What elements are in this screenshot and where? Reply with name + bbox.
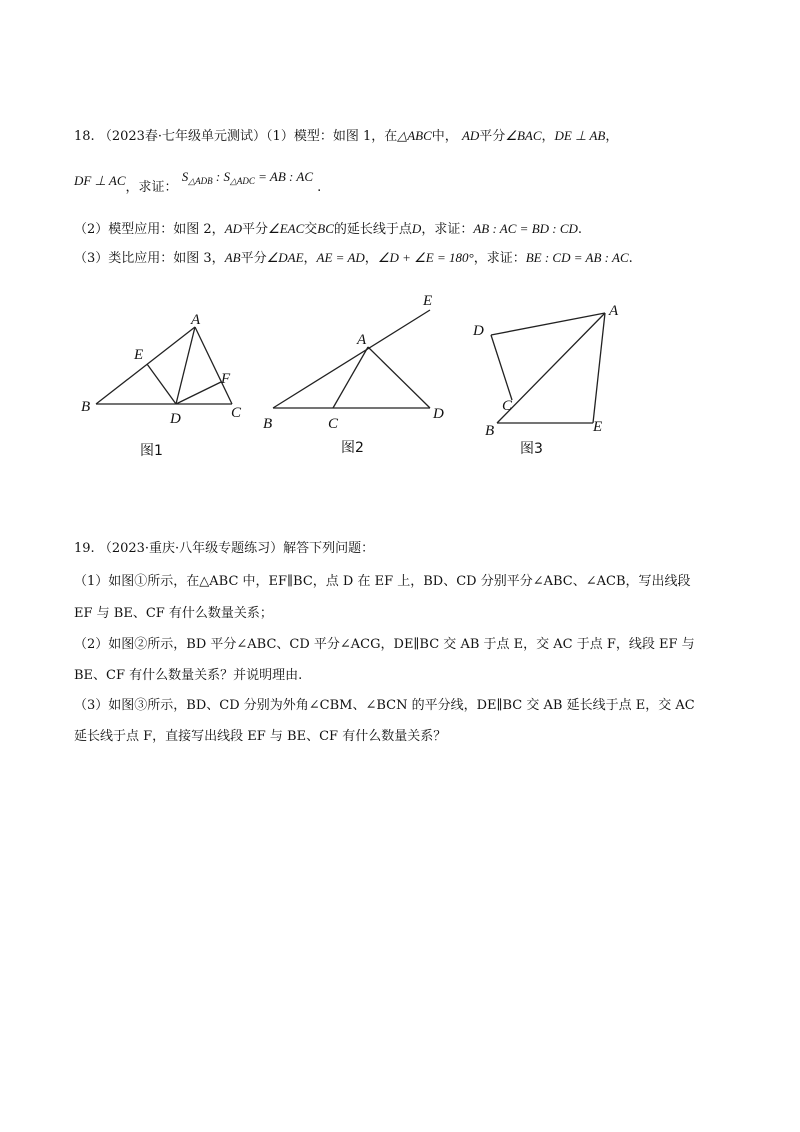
q18-part3 bbox=[74, 249, 633, 268]
fig2-segment-ac bbox=[333, 347, 368, 408]
fig2-ray-be bbox=[273, 310, 430, 408]
q19-source: （2023·重庆·八年级专题练习）解答下列问题： bbox=[98, 541, 375, 556]
text-qiuzheng: ，求证： bbox=[473, 251, 526, 266]
figure-3 bbox=[465, 295, 635, 460]
fig1-segment-ad bbox=[176, 327, 195, 404]
period: . bbox=[577, 222, 583, 237]
fig2-label-b: B bbox=[263, 416, 273, 432]
fig2-segment-ad bbox=[368, 347, 430, 408]
text-qiuzheng: ，求证： bbox=[421, 222, 474, 237]
q19-part2-line1: （2）如图②所示，BD 平分∠ABC、CD 平分∠ACG，DE∥BC 交 AB 于点 E，交 AC 于点 F，线段 EF 与 bbox=[74, 637, 695, 652]
q18-part2 bbox=[74, 220, 582, 239]
fig3-label-d: D bbox=[473, 323, 484, 339]
angle-eac: ∠EAC bbox=[268, 221, 305, 236]
triangle-abc: △ABC bbox=[397, 128, 432, 143]
fig2-label-c: C bbox=[328, 416, 339, 432]
text-pingfen: 平分 bbox=[242, 222, 269, 237]
text-pingfen: 平分 bbox=[479, 129, 506, 144]
figure-2 bbox=[255, 290, 455, 465]
q18-number: 18. bbox=[74, 129, 95, 144]
fig1-side-ba bbox=[96, 327, 195, 404]
fig2-caption: 图2 bbox=[341, 440, 364, 456]
ratio-equation-3: BE : CD = AB : AC bbox=[525, 250, 629, 265]
comma: ， bbox=[541, 129, 555, 144]
de-perp-ab: DE ⊥ AB bbox=[554, 128, 606, 143]
fig2-label-e: E bbox=[423, 293, 433, 309]
figure-1 bbox=[70, 305, 260, 465]
fig3-label-e: E bbox=[593, 419, 603, 435]
period: . bbox=[628, 251, 633, 266]
fig1-label-d: D bbox=[170, 411, 181, 427]
q18-part1-label: （1）模型：如图 1，在 bbox=[266, 129, 398, 144]
fig3-label-a: A bbox=[609, 303, 619, 319]
text-pingfen: 平分 bbox=[240, 251, 267, 266]
q19-part1-line2: EF 与 BE、CF 有什么数量关系； bbox=[74, 606, 273, 621]
fig1-segment-df bbox=[176, 382, 221, 404]
fig1-label-e: E bbox=[134, 347, 144, 363]
fig1-caption: 图1 bbox=[140, 443, 163, 459]
angle-dae: ∠DAE bbox=[266, 250, 304, 265]
subscript-adc: △ADC bbox=[229, 176, 255, 186]
period: . bbox=[317, 180, 322, 195]
ratio-ab-ac: = AB : AC bbox=[254, 169, 314, 184]
text-jiao: 交 bbox=[304, 222, 318, 237]
fig3-caption: 图3 bbox=[520, 441, 543, 457]
fig3-segment-ba bbox=[497, 313, 605, 423]
text-qiuzheng: ，求证： bbox=[125, 180, 178, 195]
part2-label: （2）模型应用：如图 2， bbox=[74, 222, 225, 237]
text-zhong: 中， bbox=[431, 129, 458, 144]
segment-ab: AB bbox=[224, 250, 241, 265]
area-ratio-formula bbox=[182, 170, 317, 185]
q19-part1-line1: （1）如图①所示，在△ABC 中，EF∥BC，点 D 在 EF 上，BD、CD 分别平分∠ABC、∠ACB，写出线段 bbox=[74, 574, 691, 589]
fig2-label-a: A bbox=[357, 332, 367, 348]
fig1-label-c: C bbox=[231, 405, 242, 421]
area-s2: : S bbox=[212, 169, 230, 184]
fig3-segment-ae bbox=[593, 313, 605, 423]
fig1-label-a: A bbox=[191, 312, 201, 328]
q19-part3-line2: 延长线于点 F，直接写出线段 EF 与 BE、CF 有什么数量关系？ bbox=[74, 729, 447, 744]
angle-sum: ∠D + ∠E = 180° bbox=[377, 250, 474, 265]
q18-line1 bbox=[74, 127, 618, 146]
subscript-adb: △ADB bbox=[188, 176, 213, 186]
fig3-segment-dc bbox=[491, 335, 512, 400]
q18-source: （2023春·七年级单元测试） bbox=[98, 129, 267, 144]
fig3-label-b: B bbox=[485, 423, 495, 439]
point-d: D bbox=[411, 221, 422, 236]
fig3-segment-da bbox=[491, 313, 605, 335]
fig3-label-c: C bbox=[502, 398, 513, 414]
q19-number: 19. bbox=[74, 541, 95, 556]
segment-ad: AD bbox=[224, 221, 243, 236]
comma: ， bbox=[303, 251, 317, 266]
comma: ， bbox=[364, 251, 378, 266]
ratio-equation-2: AB : AC = BD : CD bbox=[473, 221, 578, 236]
angle-bac: ∠BAC bbox=[505, 128, 542, 143]
q19-part3-line1: （3）如图③所示，BD、CD 分别为外角∠CBM、∠BCN 的平分线，DE∥BC 交 AB 延长线于点 E，交 AC bbox=[74, 698, 695, 713]
area-s: S bbox=[181, 169, 189, 184]
fig1-label-f: F bbox=[221, 371, 231, 387]
segment-bc: BC bbox=[317, 221, 334, 236]
q18-line2 bbox=[74, 169, 322, 195]
fig1-label-b: B bbox=[81, 399, 91, 415]
q19-header bbox=[74, 540, 374, 558]
ae-equals-ad: AE = AD bbox=[316, 250, 365, 265]
segment-ad: AD bbox=[461, 128, 480, 143]
fig2-label-d: D bbox=[433, 406, 444, 422]
comma: ， bbox=[605, 129, 619, 144]
text-extension: 的延长线于点 bbox=[333, 222, 412, 237]
q19-part2-line2: BE、CF 有什么数量关系？并说明理由. bbox=[74, 668, 303, 683]
df-perp-ac: DF ⊥ AC bbox=[74, 173, 126, 188]
part3-label: （3）类比应用：如图 3， bbox=[74, 251, 225, 266]
fig1-segment-de bbox=[147, 364, 176, 404]
